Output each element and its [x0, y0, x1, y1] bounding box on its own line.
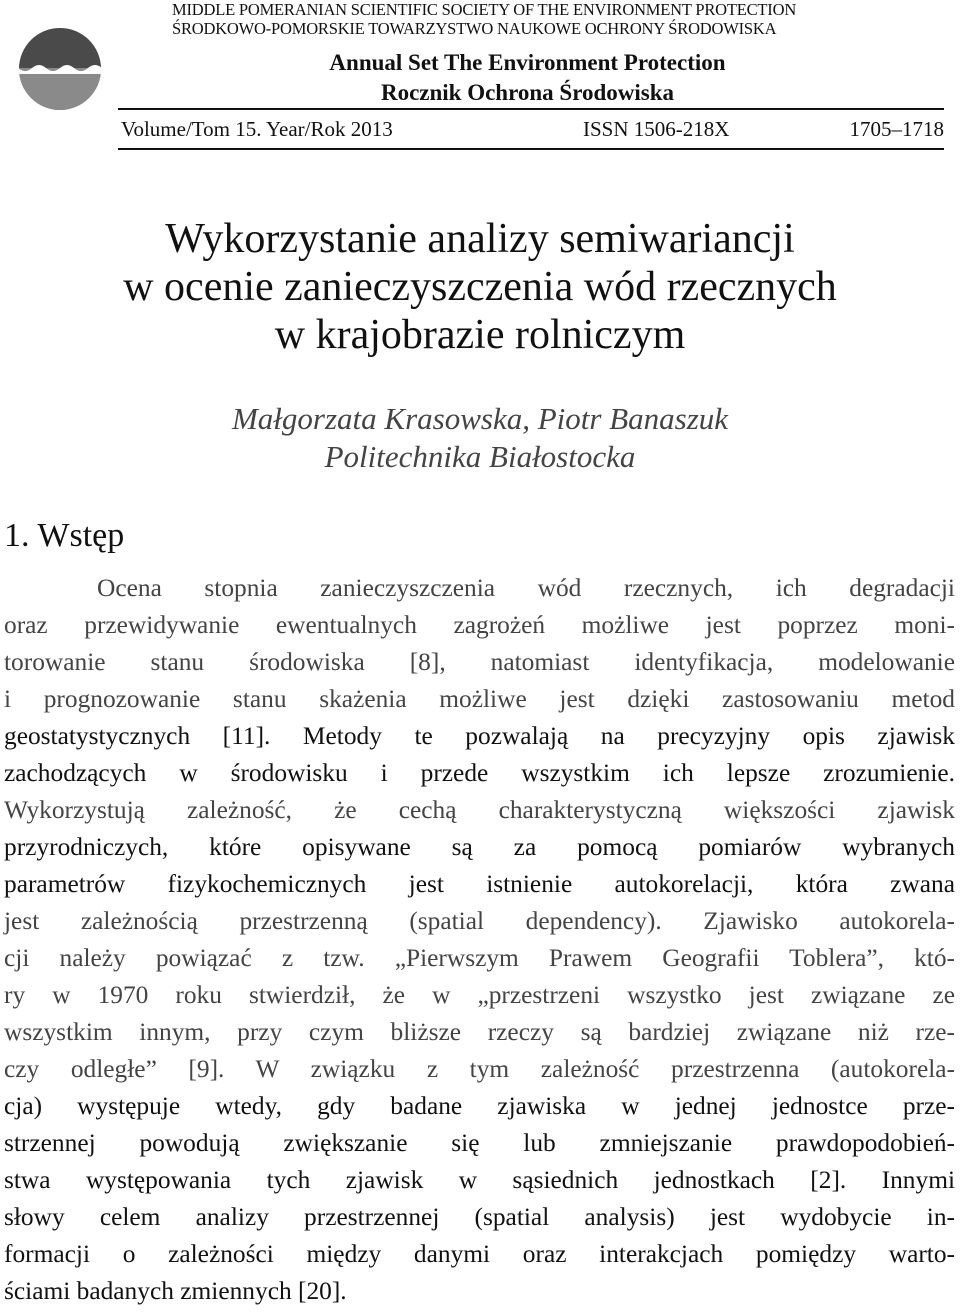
society-name-en: MIDDLE POMERANIAN SCIENTIFIC SOCIETY OF THE ENVIRONMENT PROTECTION	[172, 0, 797, 19]
paragraph-line: cji należy powiązać z tzw. „Pierwszym Prawem Geografii Toblera”, któ-	[4, 944, 955, 972]
paragraph-line: strzennej powodują zwiększanie się lub zmniejszanie prawdopodobień-	[4, 1129, 955, 1157]
paragraph-line: Ocena stopnia zanieczyszczenia wód rzecznych, ich degradacji	[97, 574, 955, 602]
paragraph-line: torowanie stanu środowiska [8], natomiast identyfikacja, modelowanie	[4, 648, 955, 676]
header-rule-bottom	[118, 148, 944, 150]
paragraph-line: oraz przewidywanie ewentualnych zagrożeń możliwe jest poprzez moni-	[4, 611, 955, 639]
paragraph-line: cja) występuje wtedy, gdy badane zjawiska w jednej jednostce prze-	[4, 1092, 955, 1120]
journal-title-pl: Rocznik Ochrona Środowiska	[380, 80, 675, 105]
paragraph-line: Wykorzystują zależność, że cechą charakterystyczną większości zjawisk	[4, 796, 955, 824]
paragraph-line: i prognozowanie stanu skażenia możliwe jest dzięki zastosowaniu metod	[4, 685, 955, 713]
paragraph-line: zachodzących w środowisku i przede wszystkim ich lepsze zrozumienie.	[4, 759, 955, 787]
paragraph-line: wszystkim innym, przy czym bliższe rzeczy są bardziej związane niż rze-	[4, 1018, 955, 1046]
paragraph-line: czy odległe” [9]. W związku z tym zależność przestrzenna (autokorela-	[4, 1055, 955, 1083]
paragraph-line: jest zależnością przestrzenną (spatial dependency). Zjawisko autokorela-	[4, 907, 955, 935]
paragraph-line: ry w 1970 roku stwierdził, że w „przestrzeni wszystko jest związane ze	[4, 981, 955, 1009]
paragraph-line: formacji o zależności między danymi oraz interakcjach pomiędzy warto-	[4, 1240, 955, 1268]
section-heading: 1. Wstęp	[4, 517, 125, 554]
paragraph-line: przyrodniczych, które opisywane są za pomocą pomiarów wybranych	[4, 833, 955, 861]
page-range: 1705–1718	[849, 117, 944, 141]
affiliation: Politechnika Białostocka	[324, 439, 636, 474]
title-line: w krajobrazie rolniczym	[274, 312, 686, 358]
journal-title-en: Annual Set The Environment Protection	[329, 50, 726, 75]
society-name-pl: ŚRODKOWO-POMORSKIE TOWARZYSTWO NAUKOWE OCHRONY ŚRODOWISKA	[172, 19, 777, 38]
title-line: w ocenie zanieczyszczenia wód rzecznych	[123, 264, 837, 310]
paragraph-line: słowy celem analizy przestrzennej (spatial analysis) jest wydobycie in-	[4, 1203, 955, 1231]
paragraph-line: geostatystycznych [11]. Metody te pozwalają na precyzyjny opis zjawisk	[4, 722, 955, 750]
volume-year: Volume/Tom 15. Year/Rok 2013	[121, 117, 393, 141]
article-title	[0, 215, 960, 359]
journal-header	[0, 0, 960, 150]
title-line: Wykorzystanie analizy semiwariancji	[165, 216, 795, 262]
header-rule-top	[118, 108, 944, 110]
issn: ISSN 1506-218X	[583, 117, 730, 141]
authors: Małgorzata Krasowska, Piotr Banaszuk	[231, 401, 729, 436]
section-body	[4, 570, 955, 1310]
paragraph-line: ściami badanych zmiennych [20].	[4, 1277, 347, 1305]
paragraph-line: parametrów fizykochemicznych jest istnienie autokorelacji, która zwana	[4, 870, 955, 898]
author-block	[0, 400, 960, 476]
paragraph-line: stwa występowania tych zjawisk w sąsiednich jednostkach [2]. Innymi	[4, 1166, 955, 1194]
